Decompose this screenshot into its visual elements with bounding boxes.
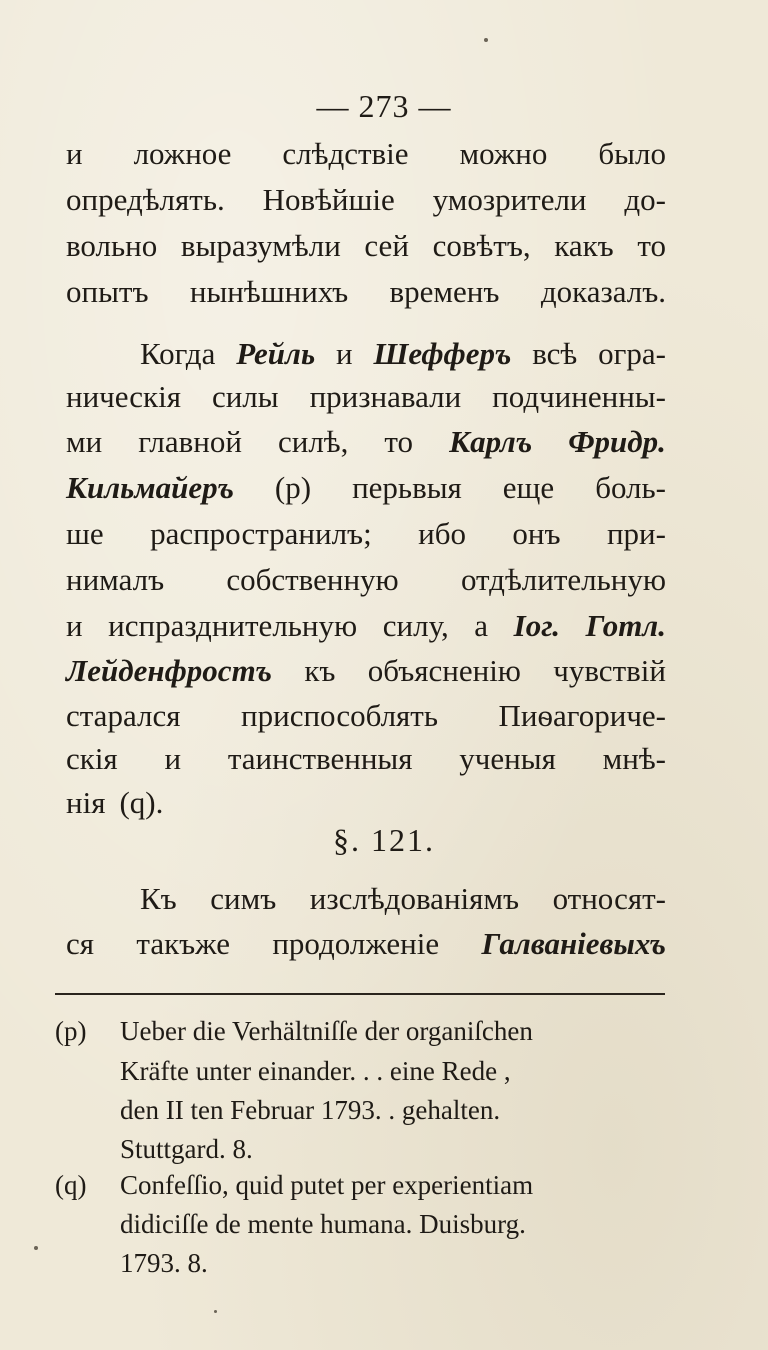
word: а bbox=[474, 608, 489, 643]
word: испразднительную bbox=[108, 608, 358, 643]
word: Іог. bbox=[513, 608, 560, 643]
word: силу, bbox=[382, 608, 449, 643]
word: ибо bbox=[418, 516, 466, 551]
word: онъ bbox=[512, 516, 561, 551]
text-line bbox=[66, 608, 666, 644]
word: до- bbox=[624, 182, 666, 217]
word: можно bbox=[459, 136, 548, 171]
paper-speck bbox=[214, 1310, 217, 1313]
word: совѣтъ, bbox=[432, 228, 531, 263]
word: Когда bbox=[140, 336, 216, 371]
word: отдѣлительную bbox=[460, 562, 666, 597]
word: и bbox=[66, 608, 83, 643]
word: старался bbox=[66, 698, 181, 733]
word: распространилъ; bbox=[150, 516, 372, 551]
word: умозрители bbox=[432, 182, 587, 217]
word: при- bbox=[606, 516, 666, 551]
word: ше bbox=[66, 516, 104, 551]
word: и bbox=[336, 336, 353, 371]
word: собственную bbox=[226, 562, 399, 597]
text-line bbox=[66, 274, 666, 310]
word: (р) bbox=[274, 470, 312, 505]
text-line bbox=[66, 228, 666, 264]
footnote-mark: (q) bbox=[55, 1170, 87, 1200]
word: такъже bbox=[136, 926, 230, 961]
word: то bbox=[384, 424, 414, 459]
word: скія bbox=[66, 741, 118, 776]
word: боль- bbox=[595, 470, 666, 505]
word: чувствій bbox=[553, 653, 666, 688]
word: то bbox=[637, 228, 666, 263]
word: доказалъ. bbox=[540, 274, 666, 309]
word: Готл. bbox=[585, 608, 666, 643]
word: опредѣлять. bbox=[66, 182, 225, 217]
text-line bbox=[66, 136, 666, 172]
word: Рейль bbox=[236, 336, 316, 371]
word: ученыя bbox=[459, 741, 556, 776]
word: ся bbox=[66, 926, 95, 961]
word: и bbox=[66, 136, 83, 171]
word: всѣ bbox=[532, 336, 578, 371]
text-line bbox=[140, 881, 666, 917]
word: слѣдствіе bbox=[282, 136, 409, 171]
word: Лейденфростъ bbox=[66, 653, 273, 688]
word: силѣ, bbox=[277, 424, 349, 459]
word: изслѣдованіямъ bbox=[309, 881, 520, 916]
word: ми bbox=[66, 424, 103, 459]
word: таинственныя bbox=[227, 741, 413, 776]
text-line bbox=[66, 424, 666, 460]
word: главной bbox=[138, 424, 242, 459]
word: сей bbox=[364, 228, 409, 263]
word: нія bbox=[66, 785, 106, 820]
text-line bbox=[66, 698, 666, 734]
word: перьвыя bbox=[352, 470, 462, 505]
text-line bbox=[66, 182, 666, 218]
word: вольно bbox=[66, 228, 158, 263]
footnote-line: den II ten Februar 1793. . gehalten. bbox=[120, 1095, 501, 1125]
text-line bbox=[66, 516, 666, 552]
word: Шефферъ bbox=[373, 336, 512, 371]
word: ложное bbox=[133, 136, 232, 171]
word: нынѣшнихъ bbox=[189, 274, 349, 309]
footnote-line: Kräfte unter einander. . . eine Rede , bbox=[120, 1056, 511, 1086]
word: временъ bbox=[389, 274, 500, 309]
text-line bbox=[140, 336, 666, 372]
paper-speck bbox=[34, 1246, 38, 1250]
word: силы bbox=[211, 379, 279, 414]
word: еще bbox=[502, 470, 555, 505]
word: опытъ bbox=[66, 274, 149, 309]
word: выразумѣли bbox=[180, 228, 341, 263]
text-line bbox=[66, 562, 666, 598]
word: относят- bbox=[552, 881, 666, 916]
text-line bbox=[66, 470, 666, 506]
word: признавали bbox=[309, 379, 462, 414]
text-line bbox=[66, 741, 666, 777]
word: Къ bbox=[140, 881, 177, 916]
footnote-line: 1793. 8. bbox=[120, 1248, 208, 1278]
word: приспособлять bbox=[241, 698, 438, 733]
text-line bbox=[66, 926, 666, 962]
word: ническія bbox=[66, 379, 181, 414]
word: продолженіе bbox=[272, 926, 440, 961]
word: Фридр. bbox=[568, 424, 666, 459]
word: симъ bbox=[210, 881, 277, 916]
word: было bbox=[598, 136, 666, 171]
word: и bbox=[164, 741, 182, 776]
section-title: §. 121. bbox=[333, 822, 435, 858]
word: объясненію bbox=[367, 653, 521, 688]
footnote-line: Stuttgard. 8. bbox=[120, 1134, 253, 1164]
word: (q). bbox=[119, 785, 164, 820]
word: къ bbox=[304, 653, 336, 688]
word: мнѣ- bbox=[602, 741, 666, 776]
footnote-line: Ueber die Verhältniſſe der organiſchen bbox=[120, 1016, 533, 1046]
word: Кильмайеръ bbox=[66, 470, 234, 505]
paper-speck bbox=[484, 38, 488, 42]
text-line bbox=[66, 379, 666, 415]
word: Карлъ bbox=[449, 424, 533, 459]
word: Новѣйшіе bbox=[262, 182, 395, 217]
word: огра- bbox=[598, 336, 666, 371]
text-line bbox=[66, 653, 666, 689]
text-line bbox=[66, 785, 666, 821]
footnote-line: didiciſſe de mente humana. Duisburg. bbox=[120, 1209, 526, 1239]
word: Пиѳагориче- bbox=[498, 698, 666, 733]
page-number: — 273 — bbox=[316, 88, 452, 124]
footnote-mark: (р) bbox=[55, 1016, 87, 1046]
word: нималъ bbox=[66, 562, 165, 597]
word: какъ bbox=[554, 228, 614, 263]
word: Галваніевыхъ bbox=[481, 926, 666, 961]
footnote-rule bbox=[55, 993, 665, 995]
word: подчиненны- bbox=[492, 379, 666, 414]
footnote-line: Confeſſio, quid putet per experientiam bbox=[120, 1170, 534, 1200]
